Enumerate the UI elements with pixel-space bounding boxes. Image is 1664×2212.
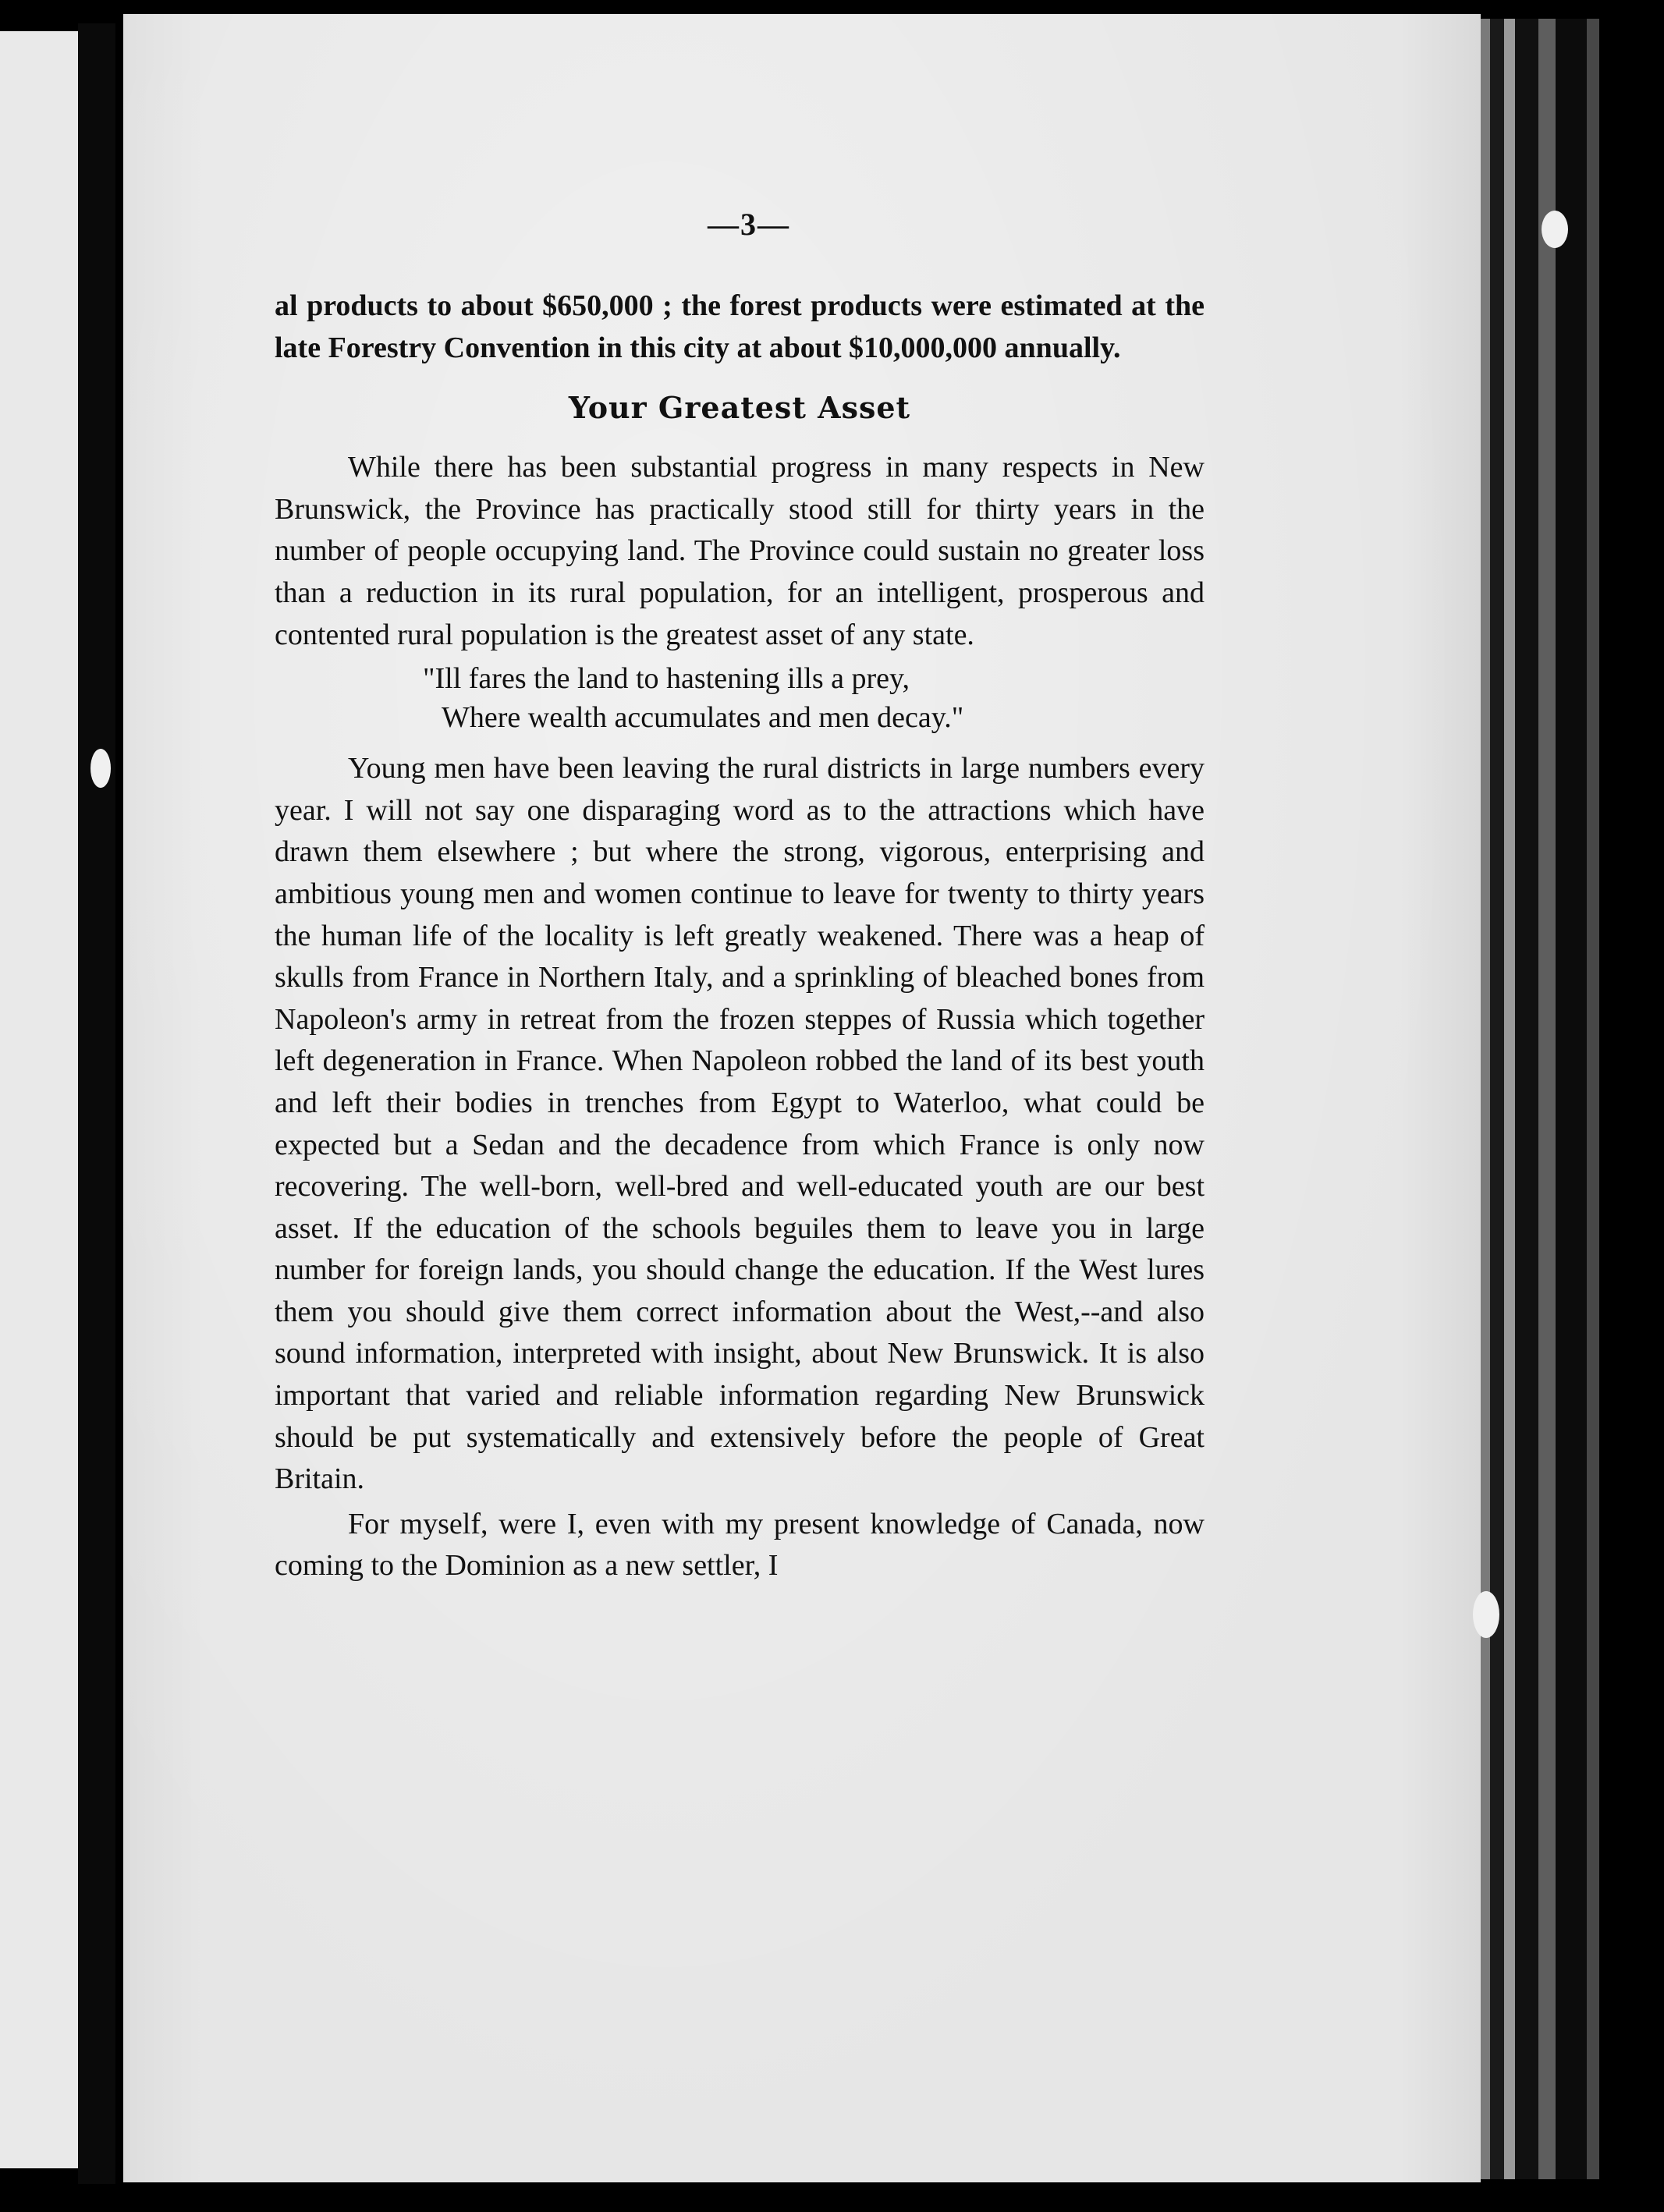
page-number: —3—	[708, 207, 790, 242]
page-edge-stack	[1587, 19, 1599, 2179]
page-edge-stack	[1599, 19, 1664, 2179]
page-text-block	[275, 204, 1205, 1587]
paper-damage-spot	[90, 749, 111, 788]
quotation	[423, 659, 1205, 737]
previous-page-edge	[0, 31, 87, 2168]
paragraph-3: For myself, were I, even with my present knowledge of Canada, now coming to the Dominion as a new settler, I	[275, 1507, 1205, 1583]
paragraph-2: Young men have been leaving the rural districts in large numbers every year. I will not say one disparaging word as to the attractions which have drawn them elsewhere ; but where the strong, vigorous, enterprising and ambitious young men and women continue to leave for twenty to thirty years the human life of the locality is left greatly weakened. There was a heap of skulls from France in Northern Italy, and a sprinkling of bleached bones from Napoleon's army in retreat from the frozen steppes of Russia which together left degeneration in France. When Napoleon robbed the land of its best youth and left their bodies in trenches from Egypt to Waterloo, what could be expected but a Sedan and the decadence from which France is only now recovering. The well-born, well-bred and well-educated youth are our best asset. If the education of the schools beguiles them to leave you in large number for foreign lands, you should change the education. If the West lures them you should give them correct information about the West,--and also sound information, interpreted with insight, about New Brunswick. It is also important that varied and reliable information regarding New Brunswick should be put systematically and extensively before the people of Great Britain.	[275, 752, 1205, 1496]
paper-damage-spot	[1473, 1591, 1499, 1638]
paper-damage-spot	[1542, 211, 1568, 248]
paragraph-continued: al products to about $650,000 ; the forest products were estimated at the late Forestry Convention in this city at about $10,000,000 annually.	[275, 289, 1205, 364]
page-edge-stack	[1490, 19, 1504, 2179]
section-heading: Your Greatest Asset	[568, 390, 911, 426]
page-edge-stack	[1556, 19, 1587, 2179]
page-edge-stack	[1538, 19, 1556, 2179]
page-edge-stack	[1515, 19, 1538, 2179]
page-edge-stack	[1481, 19, 1490, 2179]
quotation-line-1: "Ill fares the land to hastening ills a prey,	[423, 662, 910, 696]
book-gutter	[78, 23, 115, 2184]
paragraph-1: While there has been substantial progress in many respects in New Brunswick, the Province has practically stood still for thirty years in the number of people occupying land. The Province could sustain no greater loss than a reduction in its rural population, for an intelligent, prosperous and contented rural population is the greatest asset of any state.	[275, 451, 1205, 651]
page-edge-stack	[1504, 19, 1515, 2179]
quotation-line-2: Where wealth accumulates and men decay."	[442, 701, 964, 735]
